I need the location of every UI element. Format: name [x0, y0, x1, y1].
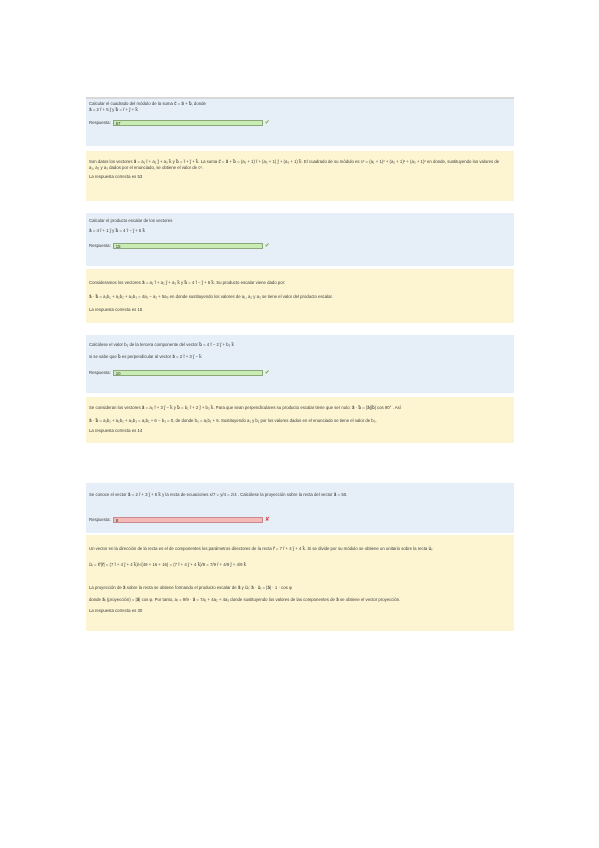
question-2-prompt-1: Calcular el producto escalar de los vectores — [89, 218, 173, 223]
question-1 — [86, 99, 514, 146]
feedback-4-text-4: donde a⃗ᵣ (proyección) = |a⃗| cos φ. Por tanto, aᵣ = 9/9 · a⃗ = 7a₁ + 4a₂ + 4a₃ donde sustituyendo los valores de las componentes de a⃗ se obtiene el vector proyección. — [89, 596, 401, 602]
question-2 — [86, 213, 514, 266]
feedback-3-correct-answer: La respuesta correcta es 14 — [89, 428, 143, 434]
answer-field-2[interactable]: 15 — [113, 243, 263, 249]
feedback-1-correct-answer: La respuesta correcta es 53 — [89, 174, 143, 180]
feedback-3-text-1: Se consideran los vectores a⃗ = a₁ i⃗ + 3 j⃗ − k⃗ y b⃗ = b₁ i⃗ + 2 j⃗ + b₃ k⃗. Para que sean perpendiculares su producto escalar tiene que ser nulo: a⃗ · b⃗ = |a⃗||b⃗| cos 90° . Así — [89, 405, 401, 410]
feedback-1-text-1: Son datos los vectores a⃗ = a₁ i⃗ + a₂ j⃗ + a₃ k⃗ y b⃗ = i⃗ + j⃗ + k⃗. La suma c⃗ = a⃗ + b⃗ = (a₁ + 1) i⃗ + (a₂ + 1) j⃗ + (a₃ + 1) k⃗. El cuadrado de su módulo es c² = (a₁ + 1)² + (a₂ + 1)² + (a₃ + 1)² en donde, sustituyendo los valores de — [89, 159, 500, 164]
question-4-prompt-1: Se conoce el vector a⃗ = 2 i⃗ + 3 j⃗ + 5 k⃗ y la recta de ecuaciones x/7 = y/4 = z/4 . Calcúlese la proyección sobre la recta del vector a⃗ = 50. — [89, 492, 348, 497]
feedback-4-text-1: Un vector en la dirección de la recta es el de componentes los parámetros directores de la recta r⃗ = 7 i⃗ + 4 j⃗ + 4 k⃗. Si se divide por su módulo se obtiene un unitario sobre la recta u⃗ᵣ. — [89, 546, 434, 551]
feedback-3-text-2: a⃗ · b⃗ = a₁b₁ + a₂b₂ + a₃b₃ = a₁b₁ + 6 − b₃ = 0, de donde b₃ = a₁b₁ + 6. Sustituyendo a₁ y b₁ por los valores dados en el enunciado se tiene el valor de b₃. — [89, 417, 377, 423]
feedback-2-text-2: a⃗ · b⃗ = a₁b₁ + a₂b₂ + a₃b₃ = 4a₁ − a₂ + 5a₃ en donde sustituyendo los valores de a₁, a₂ y a₃ se tiene el valor del producto escalar. — [89, 293, 333, 299]
feedback-2 — [86, 269, 514, 323]
check-icon: ✔ — [264, 243, 270, 250]
response-label: Respuesta: — [89, 120, 111, 126]
feedback-4-correct-answer: La respuesta correcta es 30 — [89, 608, 143, 614]
cross-icon: ✘ — [264, 516, 270, 523]
question-3 — [86, 335, 514, 393]
question-1-prompt-2: a⃗ = 2 i⃗ + 5 j⃗ y b⃗ = i⃗ + j⃗ + k⃗ — [89, 106, 138, 112]
feedback-4-text-2: u⃗ᵣ = r⃗/|r⃗| = (7 i⃗ + 4 j⃗ + 4 k⃗)/√(49 + 16 + 16) = (7 i⃗ + 4 j⃗ + 4 k⃗)/9 = 7/9 i⃗ + 4/9 j⃗ + 4/9 k⃗ — [89, 561, 247, 567]
feedback-3 — [86, 397, 514, 443]
feedback-2-correct-answer: La respuesta correcta es 15 — [89, 307, 143, 313]
check-icon: ✔ — [264, 370, 270, 377]
question-2-prompt-2: a⃗ = 4 i⃗ + 1 j⃗ y b⃗ = 4 i⃗ − j⃗ + 5 k⃗ — [89, 227, 145, 233]
feedback-2-text-1: Consideramos los vectores a⃗ = a₁ i⃗ + a₂ j⃗ + a₃ k⃗ y b⃗ = 4 i⃗ − j⃗ + 5 k⃗. Su producto escalar viene dado por: — [89, 280, 286, 285]
question-3-prompt-2: si se sabe que b⃗ es perpendicular al vector a⃗ = 2 i⃗ + 3 j⃗ − k⃗ — [89, 353, 202, 359]
response-label: Respuesta: — [89, 370, 111, 376]
response-label: Respuesta: — [89, 243, 111, 249]
answer-field-1[interactable]: 67 — [113, 120, 263, 126]
feedback-1 — [86, 151, 514, 201]
question-1-prompt-1: Calcular el cuadrado del módulo de la suma c⃗ = a⃗ + b⃗, donde — [89, 101, 206, 106]
answer-field-3[interactable]: 10 — [113, 370, 263, 376]
response-label: Respuesta: — [89, 516, 111, 522]
feedback-4 — [86, 535, 514, 631]
question-3-prompt-1: Calcúlese el valor b₃ de la tercera componente del vector b⃗ = 4 i⃗ − 2 j⃗ + b₃ k⃗ — [89, 342, 234, 347]
check-icon: ✔ — [264, 120, 270, 127]
question-4 — [86, 483, 514, 533]
answer-field-4[interactable]: 8 — [113, 517, 263, 523]
feedback-1-text-2: a₁, a₂ y a₃ dados por el enunciado, se obtiene el valor de c². — [89, 164, 204, 170]
feedback-4-text-3: La proyección de a⃗ sobre la recta se obtiene formando el producto escalar de a⃗ y u⃗ᵣ: a⃗ · u⃗ᵣ = |a⃗| · 1 · cos φ — [89, 585, 292, 591]
